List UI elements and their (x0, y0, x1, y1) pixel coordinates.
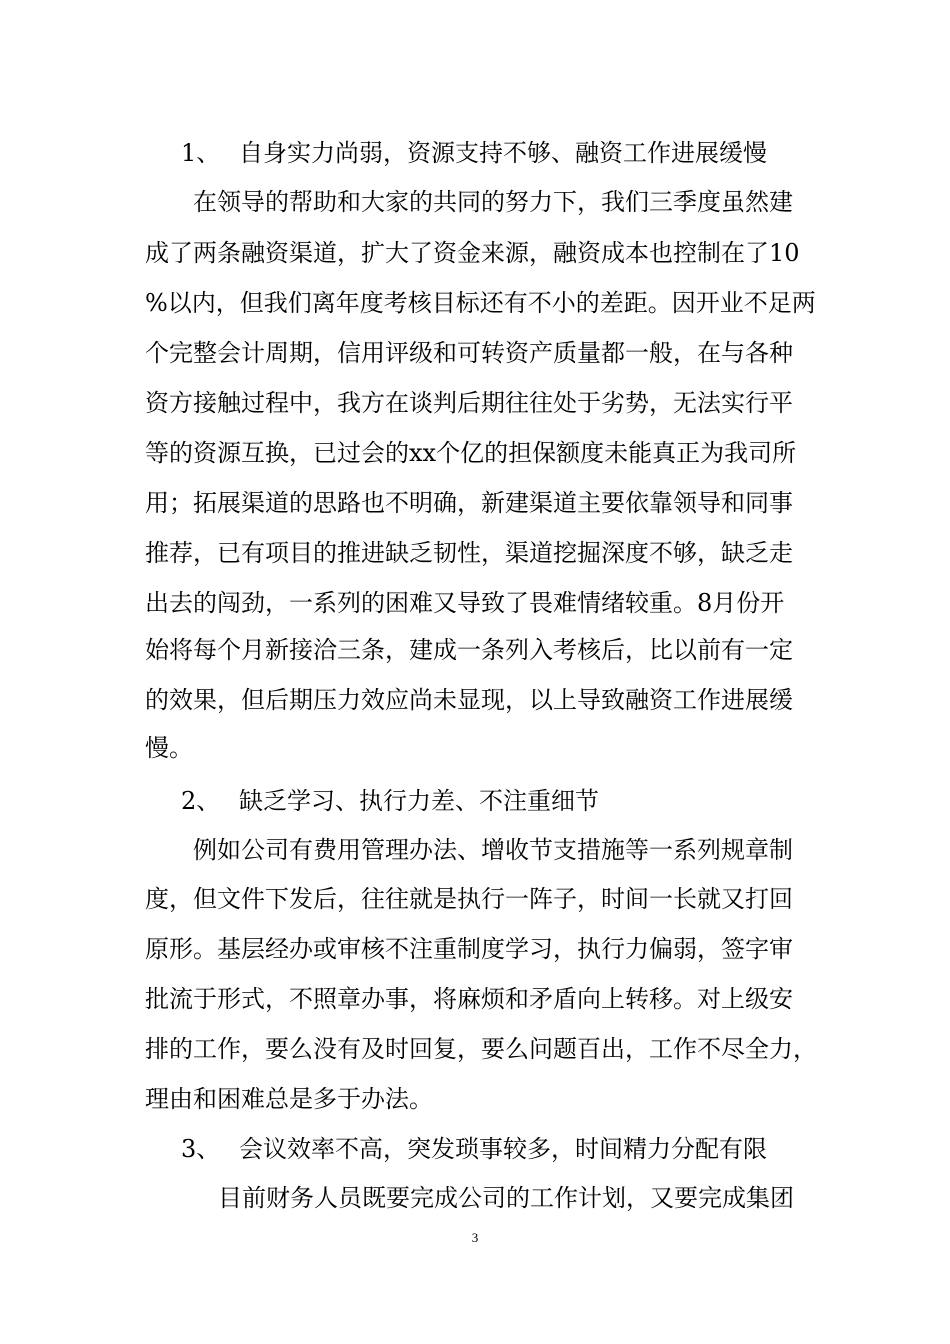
section-number: 2、 (181, 787, 221, 815)
section-number: 3、 (181, 1135, 221, 1163)
paragraph-line: 度，但文件下发后，往往就是执行一阵子，时间一长就又打回 (145, 885, 793, 913)
paragraph-line: 成了两条融资渠道，扩大了资金来源，融资成本也控制在了10 (145, 239, 800, 267)
paragraph-line: 在领导的帮助和大家的共同的努力下，我们三季度虽然建 (193, 188, 793, 216)
paragraph-line: 慢。 (145, 734, 193, 762)
paragraph-line: 等的资源互换，已过会的xx个亿的担保额度未能真正为我司所 (145, 439, 797, 467)
paragraph-line: 出去的闯劲，一系列的困难又导致了畏难情绪较重。8月份开 (145, 589, 785, 617)
paragraph-line: 目前财务人员既要完成公司的工作计划，又要完成集团 (218, 1184, 794, 1212)
section-heading-1 (181, 139, 767, 167)
section-title: 会议效率不高，突发琐事较多，时间精力分配有限 (239, 1135, 767, 1163)
paragraph-line: 推荐，已有项目的推进缺乏韧性，渠道挖掘深度不够，缺乏走 (145, 539, 793, 567)
section-title: 自身实力尚弱，资源支持不够、融资工作进展缓慢 (239, 139, 767, 167)
paragraph-line: 资方接触过程中，我方在谈判后期往往处于劣势，无法实行平 (145, 389, 793, 417)
paragraph-line: %以内，但我们离年度考核目标还有不小的差距。因开业不足两 (145, 289, 816, 317)
page-number: 3 (471, 1230, 479, 1245)
section-heading-3 (181, 1135, 767, 1163)
paragraph-line: 批流于形式，不照章办事，将麻烦和矛盾向上转移。对上级安 (145, 985, 793, 1013)
paragraph-line: 用；拓展渠道的思路也不明确，新建渠道主要依靠领导和同事 (145, 489, 793, 517)
section-number: 1、 (181, 139, 221, 167)
paragraph-line: 原形。基层经办或审核不注重制度学习，执行力偏弱，签字审 (145, 935, 793, 963)
paragraph-line: 始将每个月新接洽三条，建成一条列入考核后，比以前有一定 (145, 636, 793, 664)
paragraph-line: 理由和困难总是多于办法。 (145, 1085, 433, 1113)
paragraph-line: 个完整会计周期，信用评级和可转资产质量都一般，在与各种 (145, 339, 793, 367)
section-heading-2 (181, 787, 599, 815)
paragraph-line: 例如公司有费用管理办法、增收节支措施等一系列规章制 (193, 836, 793, 864)
paragraph-line: 排的工作，要么没有及时回复，要么问题百出，工作不尽全力， (145, 1035, 817, 1063)
section-title: 缺乏学习、执行力差、不注重细节 (239, 787, 599, 815)
paragraph-line: 的效果，但后期压力效应尚未显现，以上导致融资工作进展缓 (145, 686, 793, 714)
